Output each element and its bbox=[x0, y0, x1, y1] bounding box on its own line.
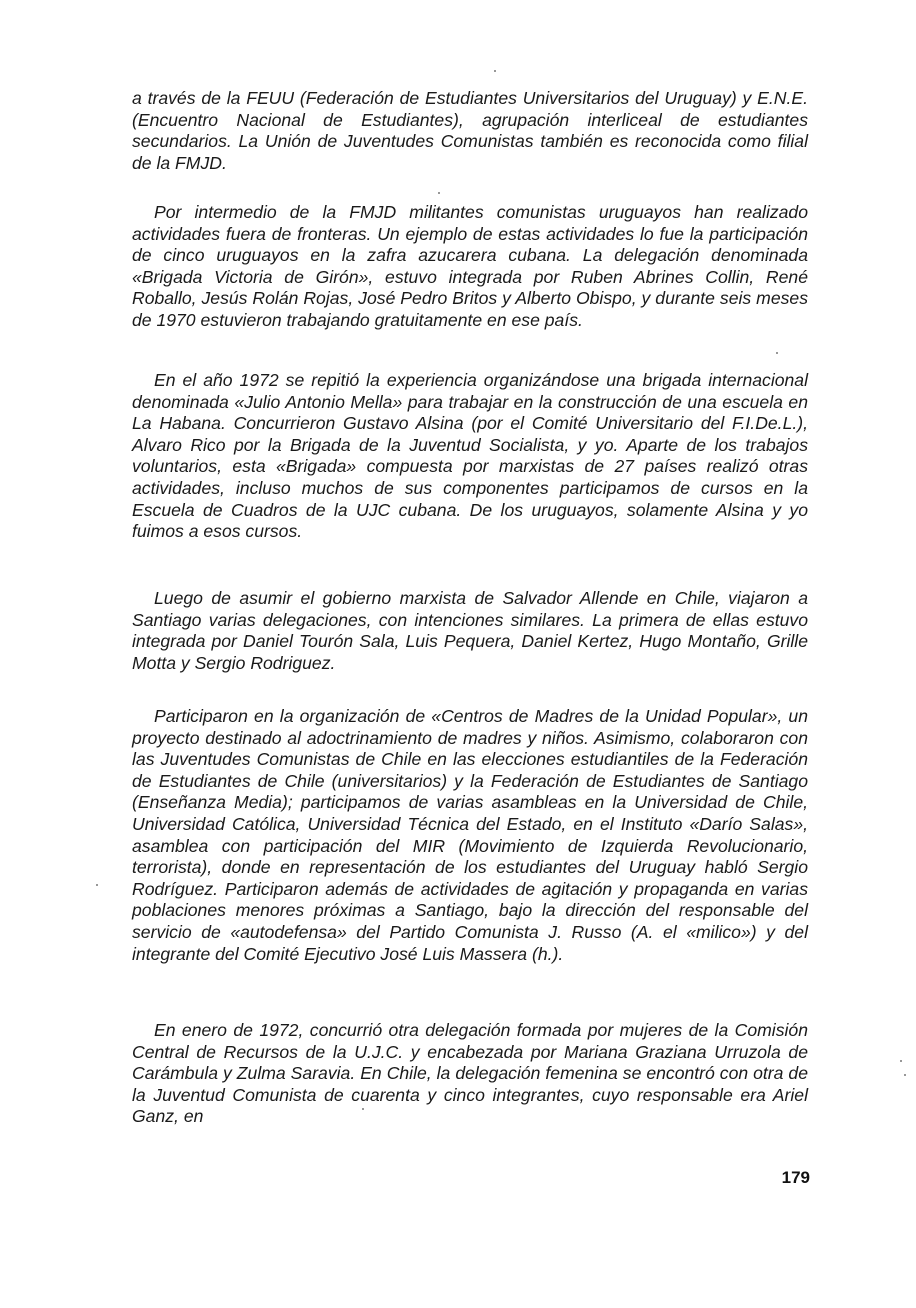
paragraph-2: Por intermedio de la FMJD militantes comunistas uruguayos han realizado actividades fuera de fronteras. Un ejemplo de estas actividades lo fue la participación de cinco uruguayos en la zafra azucarera cubana. La delegación denominada «Brigada Victoria de Girón», estuvo integrada por Ruben Abrines Collin, René Roballo, Jesús Rolán Rojas, José Pedro Britos y Alberto Obispo, y durante seis meses de 1970 estuvieron trabajando gratuitamente en ese país. bbox=[132, 202, 808, 330]
scan-speck bbox=[362, 1108, 364, 1110]
scan-speck bbox=[494, 70, 496, 72]
scan-speck bbox=[438, 192, 440, 194]
paragraph-1: a través de la FEUU (Federación de Estudiantes Universitarios del Uruguay) y E.N.E. (Encuentro Nacional de Estudiantes), agrupación interliceal de estudiantes secundarios. La Unión de Juventudes Comunistas también es reconocida como filial de la FMJD. bbox=[132, 88, 808, 173]
scan-speck bbox=[900, 1060, 902, 1062]
scan-speck bbox=[96, 884, 98, 886]
paragraph-4: Luego de asumir el gobierno marxista de Salvador Allende en Chile, viajaron a Santiago varias delegaciones, con intenciones similares. La primera de ellas estuvo integrada por Daniel Tourón Sala, Luis Pequera, Daniel Kertez, Hugo Montaño, Grille Motta y Sergio Rodriguez. bbox=[132, 588, 808, 673]
scan-speck bbox=[904, 1074, 906, 1076]
paragraph-6: En enero de 1972, concurrió otra delegación formada por mujeres de la Comisión Central de Recursos de la U.J.C. y encabezada por Mariana Graziana Urruzola de Carámbula y Zulma Saravia. En Chile, la delegación femenina se encontró con otra de la Juventud Comunista de cuarenta y cinco integrantes, cuyo responsable era Ariel Ganz, en bbox=[132, 1020, 808, 1127]
page-number: 179 bbox=[781, 1168, 810, 1187]
paragraph-3: En el año 1972 se repitió la experiencia organizándose una brigada internacional denominada «Julio Antonio Mella» para trabajar en la construcción de una escuela en La Habana. Concurrieron Gustavo Alsina (por el Comité Universitario del F.I.De.L.), Alvaro Rico por la Brigada de la Juventud Socialista, y yo. Aparte de los trabajos voluntarios, esta «Brigada» compuesta por marxistas de 27 países realizó otras actividades, incluso muchos de sus componentes participamos de cursos en la Escuela de Cuadros de la UJC cubana. De los uruguayos, solamente Alsina y yo fuimos a esos cursos. bbox=[132, 370, 808, 542]
scan-speck bbox=[776, 352, 778, 354]
paragraph-5: Participaron en la organización de «Centros de Madres de la Unidad Popular», un proyecto destinado al adoctrinamiento de madres y niños. Asimismo, colaboraron con las Juventudes Comunistas de Chile en las elecciones estudiantiles de la Federación de Estudiantes de Chile (universitarios) y la Federación de Estudiantes de Santiago (Enseñanza Media); participamos de varias asambleas en la Universidad de Chile, Universidad Católica, Universidad Técnica del Estado, en el Instituto «Darío Salas», asamblea con participación del MIR (Movimiento de Izquierda Revolucionario, terrorista), donde en representación de los estudiantes del Uruguay habló Sergio Rodríguez. Participaron además de actividades de agitación y propaganda en varias poblaciones menores próximas a Santiago, bajo la dirección del responsable del servicio de «autodefensa» del Partido Comunista J. Russo (A. el «milico») y del integrante del Comité Ejecutivo José Luis Massera (h.). bbox=[132, 706, 808, 964]
